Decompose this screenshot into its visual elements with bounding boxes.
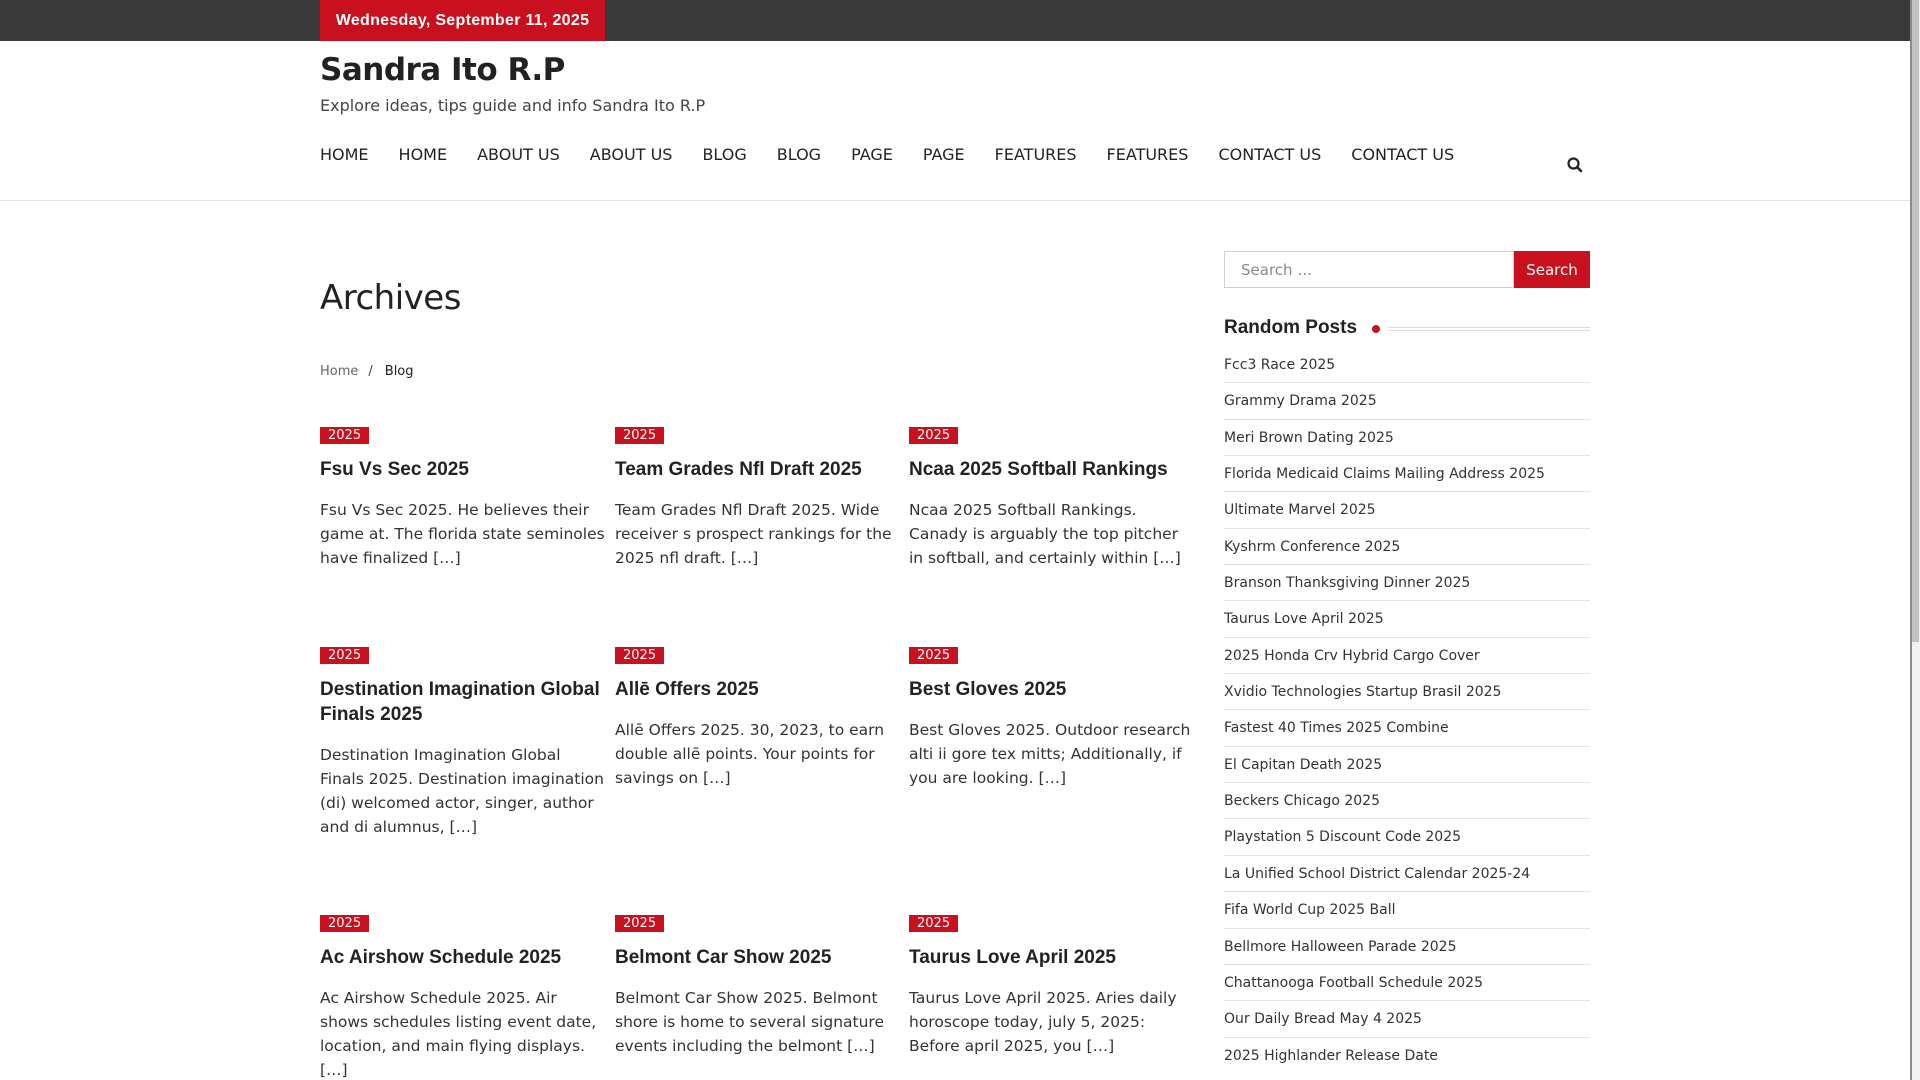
- random-post-link[interactable]: Playstation 5 Discount Code 2025: [1224, 819, 1590, 855]
- random-post-link[interactable]: 2025 Highlander Release Date: [1224, 1047, 1438, 1064]
- random-post-link[interactable]: Bellmore Halloween Parade 2025: [1224, 929, 1590, 965]
- scrollbar-edge: [1910, 0, 1912, 1080]
- breadcrumb-current: Blog: [384, 364, 414, 379]
- category-badge[interactable]: 2025: [909, 647, 958, 664]
- header-divider: [0, 200, 1910, 201]
- category-badge[interactable]: 2025: [320, 427, 369, 444]
- category-badge[interactable]: 2025: [615, 915, 664, 932]
- main-navigation: [320, 144, 1484, 166]
- category-badge[interactable]: 2025: [909, 915, 958, 932]
- random-post-link[interactable]: Kyshrm Conference 2025: [1224, 529, 1590, 565]
- category-badge[interactable]: 2025: [615, 647, 664, 664]
- post-excerpt: Team Grades Nfl Draft 2025. Wide receiver s prospect rankings for the 2025 nfl draft. […]: [615, 501, 892, 567]
- nav-page[interactable]: PAGE: [851, 145, 893, 164]
- random-post-link[interactable]: El Capitan Death 2025: [1224, 747, 1590, 783]
- post-title[interactable]: Taurus Love April 2025: [909, 947, 1116, 968]
- post-excerpt: Allē Offers 2025. 30, 2023, to earn double allē points. Your points for savings on […]: [615, 721, 885, 787]
- category-badge[interactable]: 2025: [909, 427, 958, 444]
- breadcrumb-separator: /: [368, 364, 373, 379]
- post-title[interactable]: Best Gloves 2025: [909, 679, 1067, 700]
- current-date: Wednesday, September 11, 2025: [320, 0, 605, 41]
- post-excerpt: Best Gloves 2025. Outdoor research alti ii gore tex mitts; Additionally, if you are looking. […]: [909, 721, 1191, 787]
- random-post-link[interactable]: Grammy Drama 2025: [1224, 383, 1590, 419]
- widget-title-rule: [1388, 327, 1590, 331]
- random-post-link[interactable]: Meri Brown Dating 2025: [1224, 420, 1590, 456]
- random-posts-header: [1224, 317, 1590, 341]
- search-button[interactable]: Search: [1514, 251, 1590, 288]
- post-title[interactable]: Belmont Car Show 2025: [615, 947, 832, 968]
- post-title[interactable]: Team Grades Nfl Draft 2025: [615, 459, 862, 480]
- post-excerpt: Ac Airshow Schedule 2025. Air shows schedules listing event date, location, and main flying displays. […]: [320, 989, 597, 1079]
- site-title[interactable]: Sandra Ito R.P: [320, 52, 565, 88]
- breadcrumb-home[interactable]: Home: [320, 364, 359, 379]
- post-title[interactable]: Ncaa 2025 Softball Rankings: [909, 459, 1168, 480]
- scrollbar-thumb[interactable]: [1911, 0, 1919, 642]
- post-title[interactable]: Ac Airshow Schedule 2025: [320, 947, 562, 968]
- random-post-link[interactable]: Taurus Love April 2025: [1224, 601, 1590, 637]
- random-post-link[interactable]: Xvidio Technologies Startup Brasil 2025: [1224, 674, 1590, 710]
- category-badge[interactable]: 2025: [615, 427, 664, 444]
- category-badge[interactable]: 2025: [320, 647, 369, 664]
- post-card: [320, 424, 605, 570]
- nav-about-us[interactable]: ABOUT US: [477, 145, 560, 164]
- widget-title-dot: [1372, 325, 1380, 333]
- sidebar-search: [1224, 251, 1590, 288]
- nav-features-2[interactable]: FEATURES: [1106, 145, 1189, 164]
- random-post-link[interactable]: Chattanooga Football Schedule 2025: [1224, 965, 1590, 1001]
- post-excerpt: Fsu Vs Sec 2025. He believes their game at. The florida state seminoles have finalized […]: [320, 501, 605, 567]
- random-post-link[interactable]: Fcc3 Race 2025: [1224, 347, 1590, 383]
- post-card: [615, 424, 900, 570]
- post-card: [909, 912, 1194, 1058]
- breadcrumb: [320, 364, 414, 379]
- post-card: [320, 644, 605, 839]
- post-card: [909, 424, 1194, 570]
- random-post-link[interactable]: Ultimate Marvel 2025: [1224, 492, 1590, 528]
- random-post-link[interactable]: La Unified School District Calendar 2025-24: [1224, 856, 1590, 892]
- random-post-link[interactable]: 2025 Honda Crv Hybrid Cargo Cover: [1224, 638, 1590, 674]
- widget-title: Random Posts: [1224, 317, 1365, 339]
- post-card: [615, 912, 900, 1058]
- nav-page-2[interactable]: PAGE: [922, 145, 965, 164]
- category-badge[interactable]: 2025: [320, 915, 369, 932]
- post-title[interactable]: Fsu Vs Sec 2025: [320, 459, 469, 480]
- nav-home[interactable]: HOME: [320, 145, 369, 164]
- nav-contact-us[interactable]: CONTACT US: [1218, 145, 1322, 164]
- search-icon[interactable]: [1566, 156, 1584, 174]
- random-post-link[interactable]: Fastest 40 Times 2025 Combine: [1224, 710, 1590, 746]
- post-card: [909, 644, 1194, 790]
- search-input[interactable]: [1224, 251, 1514, 288]
- random-posts-list: [1224, 347, 1590, 1074]
- page-title: Archives: [320, 278, 461, 318]
- post-excerpt: Destination Imagination Global Finals 2025. Destination imagination (di) welcomed actor, singer, author and di alumnus, […]: [320, 746, 604, 836]
- random-post-link[interactable]: Fifa World Cup 2025 Ball: [1224, 892, 1590, 928]
- post-excerpt: Ncaa 2025 Softball Rankings. Canady is arguably the top pitcher in softball, and certainly within […]: [909, 501, 1181, 567]
- nav-features[interactable]: FEATURES: [994, 145, 1077, 164]
- random-post-link[interactable]: Florida Medicaid Claims Mailing Address 2025: [1224, 456, 1590, 492]
- post-excerpt: Taurus Love April 2025. Aries daily horoscope today, july 5, 2025: Before april 2025, you […]: [909, 989, 1177, 1055]
- top-bar: [0, 0, 1910, 41]
- site-tagline: Explore ideas, tips guide and info Sandra Ito R.P: [320, 96, 706, 115]
- post-card: [615, 644, 900, 790]
- random-post-link[interactable]: Our Daily Bread May 4 2025: [1224, 1001, 1590, 1037]
- nav-home-2[interactable]: HOME: [398, 145, 448, 164]
- nav-blog-2[interactable]: BLOG: [776, 145, 822, 164]
- nav-about-us-2[interactable]: ABOUT US: [589, 145, 673, 164]
- random-post-link[interactable]: Beckers Chicago 2025: [1224, 783, 1590, 819]
- post-title[interactable]: Destination Imagination Global Finals 2025: [320, 679, 600, 725]
- nav-blog[interactable]: BLOG: [702, 145, 747, 164]
- post-card: [320, 912, 605, 1080]
- random-post-link[interactable]: Branson Thanksgiving Dinner 2025: [1224, 565, 1590, 601]
- nav-contact-us-2[interactable]: CONTACT US: [1351, 145, 1455, 164]
- post-excerpt: Belmont Car Show 2025. Belmont shore is home to several signature events including the belmont […]: [615, 989, 884, 1055]
- post-title[interactable]: Allē Offers 2025: [615, 679, 759, 700]
